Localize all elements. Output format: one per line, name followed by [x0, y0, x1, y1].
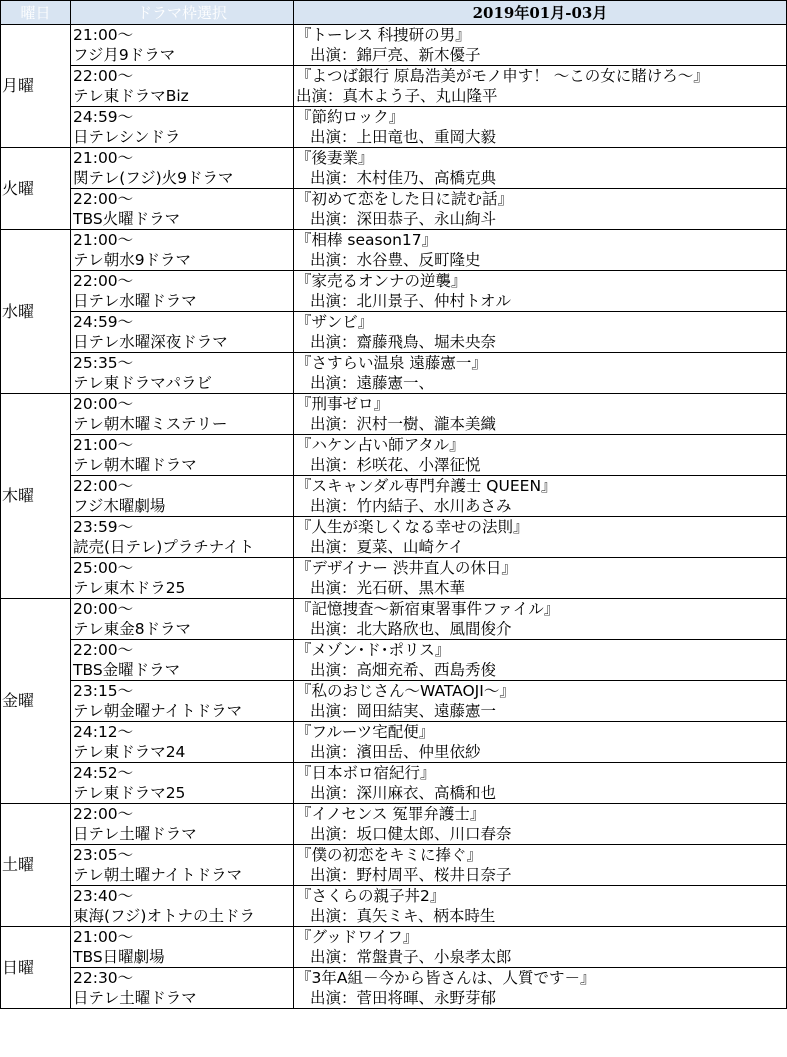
schedule-row [1, 435, 787, 476]
air-time: 21:00〜 [73, 26, 134, 44]
network-slot: TBS金曜ドラマ [73, 661, 181, 679]
show-cast: 出演：高畑充希、西島秀俊 [310, 661, 497, 679]
show-title: 『メゾン･ド･ポリス』 [296, 641, 451, 659]
network-slot: テレ東金8ドラマ [73, 620, 192, 638]
show-cast: 出演：夏菜、山崎ケイ [310, 538, 464, 556]
network-slot: 日テレ水曜深夜ドラマ [73, 333, 228, 351]
header-row [1, 1, 787, 25]
schedule-row [1, 107, 787, 148]
schedule-row [1, 517, 787, 558]
schedule-row [1, 681, 787, 722]
show-title: 『私のおじさん〜WATAOJI〜』 [296, 682, 515, 700]
show-title: 『3年A組－今から皆さんは、人質です－』 [296, 969, 596, 987]
schedule-row [1, 763, 787, 804]
show-cell [294, 271, 787, 312]
show-cell [294, 394, 787, 435]
air-time: 23:40〜 [73, 887, 134, 905]
show-title: 『家売るオンナの逆襲』 [296, 272, 467, 290]
slot-cell [71, 107, 294, 148]
show-cell [294, 681, 787, 722]
header-slot: ドラマ枠選択 [71, 1, 294, 25]
show-cell [294, 476, 787, 517]
show-title: 『トーレス 科捜研の男』 [296, 26, 471, 44]
network-slot: 日テレシンドラ [73, 128, 181, 146]
network-slot: 日テレ土曜ドラマ [73, 989, 197, 1007]
air-time: 23:15〜 [73, 682, 134, 700]
show-cast: 出演：深田恭子、永山絢斗 [310, 210, 497, 228]
show-cell [294, 804, 787, 845]
air-time: 25:35〜 [73, 354, 134, 372]
slot-cell [71, 640, 294, 681]
air-time: 22:00〜 [73, 805, 134, 823]
show-cast: 出演：真木よう子、丸山隆平 [296, 87, 498, 105]
network-slot: 読売(日テレ)プラチナイト [73, 538, 255, 556]
show-title: 『フルーツ宅配便』 [296, 723, 435, 741]
show-cell [294, 722, 787, 763]
air-time: 21:00〜 [73, 928, 134, 946]
show-cast: 出演：齋藤飛鳥、堀未央奈 [310, 333, 497, 351]
slot-cell [71, 189, 294, 230]
network-slot: 関テレ(フジ)火9ドラマ [73, 169, 234, 187]
show-cast: 出演：北大路欣也、風間俊介 [310, 620, 512, 638]
air-time: 22:00〜 [73, 477, 134, 495]
slot-cell [71, 66, 294, 107]
show-cast: 出演：真矢ミキ、柄本時生 [310, 907, 496, 925]
slot-cell [71, 312, 294, 353]
show-cast: 出演：菅田将暉、永野芽郁 [310, 989, 497, 1007]
air-time: 24:59〜 [73, 313, 134, 331]
network-slot: テレ朝金曜ナイトドラマ [73, 702, 243, 720]
show-cell [294, 640, 787, 681]
show-title: 『スキャンダル専門弁護士 QUEEN』 [296, 477, 557, 495]
show-title: 『さすらい温泉 遠藤憲一』 [296, 354, 487, 372]
show-cast: 出演：岡田結実、遠藤憲一 [310, 702, 497, 720]
header-day: 曜日 [1, 1, 71, 25]
schedule-row [1, 353, 787, 394]
show-cell [294, 599, 787, 640]
show-cast: 出演：上田竜也、重岡大毅 [310, 128, 497, 146]
schedule-row [1, 66, 787, 107]
slot-cell [71, 394, 294, 435]
day-cell: 木曜 [1, 394, 71, 599]
show-cast: 出演：常盤貴子、小泉孝太郎 [310, 948, 512, 966]
air-time: 22:30〜 [73, 969, 134, 987]
slot-cell [71, 435, 294, 476]
air-time: 24:52〜 [73, 764, 134, 782]
day-cell: 土曜 [1, 804, 71, 927]
show-title: 『日本ボロ宿紀行』 [296, 764, 436, 782]
show-title: 『僕の初恋をキミに捧ぐ』 [296, 846, 483, 864]
show-cell [294, 517, 787, 558]
show-cell [294, 763, 787, 804]
air-time: 20:00〜 [73, 600, 134, 618]
network-slot: テレ東ドラマ24 [73, 743, 186, 761]
slot-cell [71, 845, 294, 886]
show-title: 『イノセンス 冤罪弁護士』 [296, 805, 486, 823]
show-cast: 出演：遠藤憲一、 [310, 374, 435, 392]
schedule-row [1, 722, 787, 763]
network-slot: TBS日曜劇場 [73, 948, 165, 966]
slot-cell [71, 353, 294, 394]
schedule-row [1, 640, 787, 681]
air-time: 20:00〜 [73, 395, 134, 413]
show-cast: 出演：光石研、黒木華 [310, 579, 466, 597]
network-slot: 日テレ水曜ドラマ [73, 292, 197, 310]
show-cell [294, 968, 787, 1009]
slot-cell [71, 517, 294, 558]
show-title: 『刑事ゼロ』 [296, 395, 390, 413]
slot-cell [71, 722, 294, 763]
schedule-row [1, 968, 787, 1009]
show-title: 『後妻業』 [296, 149, 374, 167]
schedule-row [1, 271, 787, 312]
air-time: 21:00〜 [73, 149, 134, 167]
slot-cell [71, 599, 294, 640]
slot-cell [71, 927, 294, 968]
show-cast: 出演：北川景子、仲村トオル [310, 292, 512, 310]
air-time: 21:00〜 [73, 436, 134, 454]
schedule-row [1, 148, 787, 189]
show-title: 『さくらの親子丼2』 [296, 887, 446, 905]
network-slot: テレ朝水9ドラマ [73, 251, 192, 269]
schedule-row [1, 312, 787, 353]
show-title: 『記憶捜査〜新宿東署事件ファイル』 [296, 600, 560, 618]
air-time: 21:00〜 [73, 231, 134, 249]
day-cell: 金曜 [1, 599, 71, 804]
show-title: 『ザンビ』 [296, 313, 374, 331]
day-cell: 日曜 [1, 927, 71, 1009]
slot-cell [71, 968, 294, 1009]
show-title: 『相棒 season17』 [296, 231, 438, 249]
show-title: 『よつば銀行 原島浩美がモノ申す！ 〜この女に賭けろ〜』 [296, 67, 709, 85]
show-cast: 出演：濱田岳、仲里依紗 [310, 743, 481, 761]
air-time: 22:00〜 [73, 190, 134, 208]
network-slot: フジ月9ドラマ [73, 46, 176, 64]
schedule-row [1, 230, 787, 271]
show-cell [294, 886, 787, 927]
schedule-row [1, 927, 787, 968]
show-title: 『節約ロック』 [296, 108, 405, 126]
slot-cell [71, 804, 294, 845]
network-slot: テレ朝土曜ナイトドラマ [73, 866, 243, 884]
show-cast: 出演：竹内結子、水川あさみ [310, 497, 512, 515]
show-title: 『デザイナー 渋井直人の休日』 [296, 559, 517, 577]
show-cast: 出演：坂口健太郎、川口春奈 [310, 825, 512, 843]
show-title: 『初めて恋をした日に読む話』 [296, 190, 514, 208]
show-cell [294, 312, 787, 353]
show-cast: 出演：沢村一樹、瀧本美織 [310, 415, 497, 433]
slot-cell [71, 681, 294, 722]
slot-cell [71, 558, 294, 599]
schedule-row [1, 845, 787, 886]
air-time: 23:59〜 [73, 518, 134, 536]
schedule-row [1, 25, 787, 66]
show-title: 『ハケン占い師アタル』 [296, 436, 465, 454]
network-slot: テレ東ドラマパラビ [73, 374, 213, 392]
air-time: 24:12〜 [73, 723, 134, 741]
show-cast: 出演：木村佳乃、高橋克典 [310, 169, 497, 187]
show-cast: 出演：錦戸亮、新木優子 [310, 46, 481, 64]
air-time: 22:00〜 [73, 272, 134, 290]
show-cell [294, 189, 787, 230]
schedule-row [1, 886, 787, 927]
show-cell [294, 66, 787, 107]
show-title: 『グッドワイフ』 [296, 928, 419, 946]
show-cell [294, 148, 787, 189]
show-cast: 出演：深川麻衣、高橋和也 [310, 784, 497, 802]
slot-cell [71, 230, 294, 271]
header-period: 2019年01月-03月 [294, 1, 787, 25]
schedule-row [1, 558, 787, 599]
network-slot: テレ朝木曜ミステリー [73, 415, 228, 433]
schedule-row [1, 394, 787, 435]
network-slot: 東海(フジ)オトナの土ドラ [73, 907, 255, 925]
show-cell [294, 558, 787, 599]
schedule-row [1, 804, 787, 845]
slot-cell [71, 763, 294, 804]
air-time: 23:05〜 [73, 846, 134, 864]
network-slot: テレ東ドラマBiz [73, 87, 189, 105]
slot-cell [71, 271, 294, 312]
slot-cell [71, 25, 294, 66]
show-cell [294, 230, 787, 271]
network-slot: テレ東木ドラ25 [73, 579, 186, 597]
show-cast: 出演：野村周平、桜井日奈子 [310, 866, 512, 884]
schedule-body [1, 25, 787, 1009]
show-cast: 出演：水谷豊、反町隆史 [310, 251, 481, 269]
show-cell [294, 353, 787, 394]
show-cell [294, 927, 787, 968]
network-slot: テレ朝木曜ドラマ [73, 456, 197, 474]
day-cell: 月曜 [1, 25, 71, 148]
show-cell [294, 435, 787, 476]
air-time: 22:00〜 [73, 67, 134, 85]
air-time: 22:00〜 [73, 641, 134, 659]
show-cell [294, 25, 787, 66]
slot-cell [71, 476, 294, 517]
schedule-row [1, 476, 787, 517]
network-slot: フジ木曜劇場 [73, 497, 166, 515]
air-time: 25:00〜 [73, 559, 134, 577]
network-slot: テレ東ドラマ25 [73, 784, 186, 802]
slot-cell [71, 148, 294, 189]
network-slot: 日テレ土曜ドラマ [73, 825, 197, 843]
network-slot: TBS火曜ドラマ [73, 210, 181, 228]
air-time: 24:59〜 [73, 108, 134, 126]
day-cell: 火曜 [1, 148, 71, 230]
show-cell [294, 845, 787, 886]
show-title: 『人生が楽しくなる幸せの法則』 [296, 518, 529, 536]
day-cell: 水曜 [1, 230, 71, 394]
slot-cell [71, 886, 294, 927]
show-cast: 出演：杉咲花、小澤征悦 [310, 456, 481, 474]
schedule-row [1, 189, 787, 230]
schedule-row [1, 599, 787, 640]
show-cell [294, 107, 787, 148]
